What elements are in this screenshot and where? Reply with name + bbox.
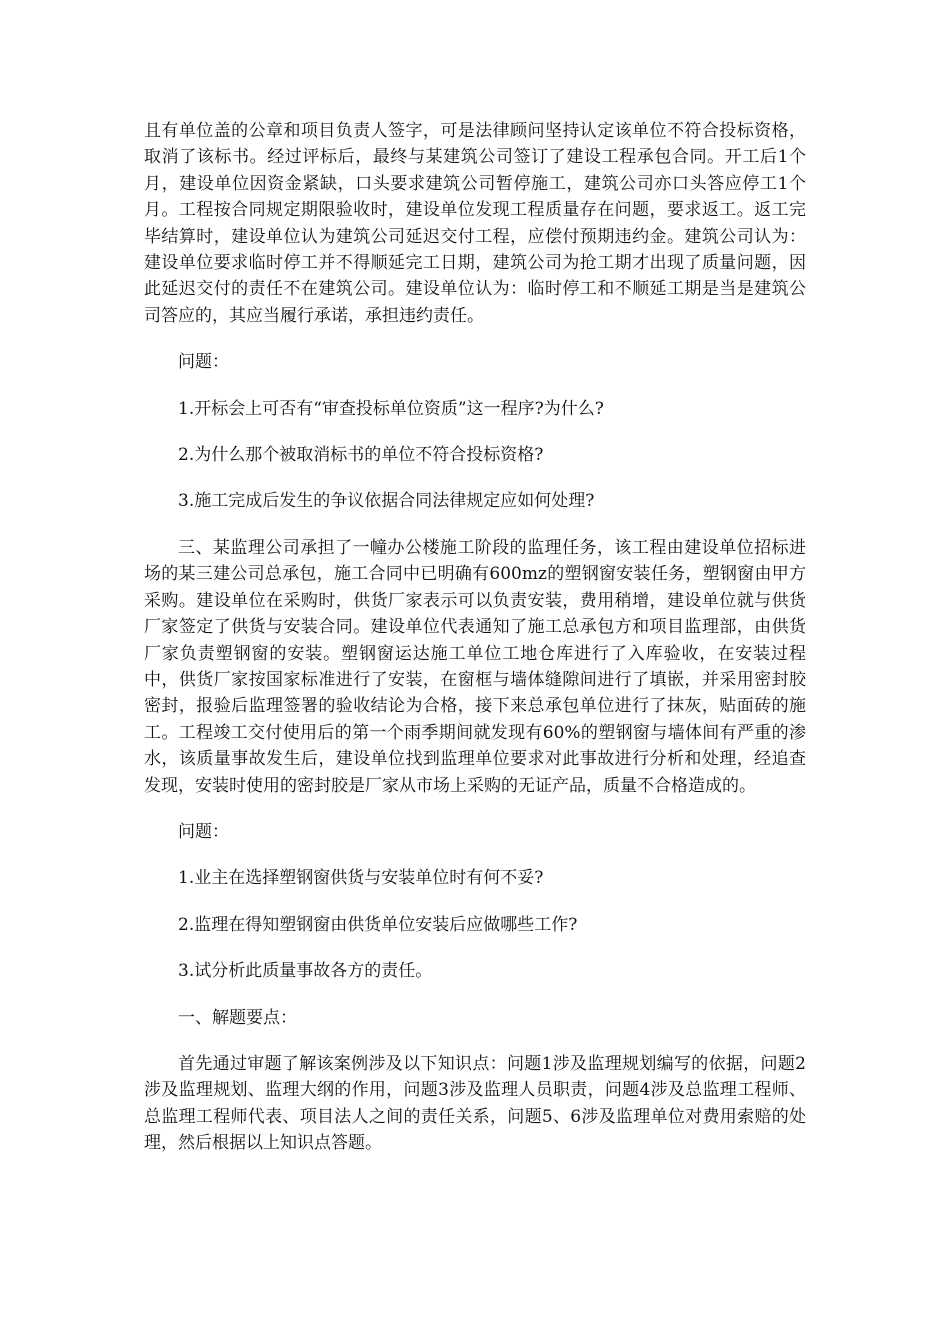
section-heading-key-points: 一、解题要点： [178,1007,297,1028]
question-1-3: 3.施工完成后发生的争议依据合同法律规定应如何处理? [178,491,595,512]
question-2-3: 3.试分析此质量事故各方的责任。 [178,961,433,982]
question-1-1: 1.开标会上可否有“审查投标单位资质”这一程序?为什么? [178,398,604,419]
question-2-2: 2.监理在得知塑钢窗由供货单位安装后应做哪些工作? [178,914,578,935]
paragraph-key-points: 首先通过审题了解该案例涉及以下知识点：问题1涉及监理规划编写的依据，问题2涉及监理规划、监理大纲的作用，问题3涉及监理人员职责，问题4涉及总监理工程师、总监理工程师代表、项目法人之间的责任关系，问题5、6涉及监理单位对费用索赔的处理，然后根据以上知识点答题。 [144,1053,806,1154]
question-2-1: 1.业主在选择塑钢窗供货与安装单位时有何不妥? [178,868,544,889]
document-page [144,118,806,1157]
question-1-2: 2.为什么那个被取消标书的单位不符合投标资格? [178,445,544,466]
questions-heading-1: 问题： [178,352,229,373]
paragraph-case-continuation: 且有单位盖的公章和项目负责人签字，可是法律顾问坚持认定该单位不符合投标资格，取消了该标书。经过评标后，最终与某建筑公司签订了建设工程承包合同。开工后1个月，建设单位因资金紧缺，口头要求建筑公司暂停施工，建筑公司亦口头答应停工1个月。工程按合同规定期限验收时，建设单位发现工程质量存在问题，要求返工。返工完毕结算时，建设单位认为建筑公司延迟交付工程，应偿付预期违约金。建筑公司认为：建设单位要求临时停工并不得顺延完工日期，建筑公司为抢工期才出现了质量问题，因此延迟交付的责任不在建筑公司。建设单位认为：临时停工和不顺延工期是当是建筑公司答应的，其应当履行承诺，承担违约责任。 [144,121,806,326]
questions-heading-2: 问题： [178,821,229,842]
paragraph-case-three: 三、某监理公司承担了一幢办公楼施工阶段的监理任务，该工程由建设单位招标进场的某三建公司总承包，施工合同中已明确有600mz的塑钢窗安装任务，塑钢窗由甲方采购。建设单位在采购时，供货厂家表示可以负责安装，费用稍增，建设单位就与供货厂家签定了供货与安装合同。建设单位代表通知了施工总承包方和项目监理部，由供货厂家负责塑钢窗的安装。塑钢窗运达施工单位工地仓库进行了入库验收，在安装过程中，供货厂家按国家标准进行了安装，在窗框与墙体缝隙间进行了填嵌，并采用密封胶密封，报验后监理签署的验收结论为合格，接下来总承包单位进行了抹灰，贴面砖的施工。工程竣工交付使用后的第一个雨季期间就发现有60%的塑钢窗与墙体间有严重的渗水，该质量事故发生后，建设单位找到监理单位要求对此事故进行分析和处理，经追查发现，安装时使用的密封胶是厂家从市场上采购的无证产品，质量不合格造成的。 [144,537,806,796]
